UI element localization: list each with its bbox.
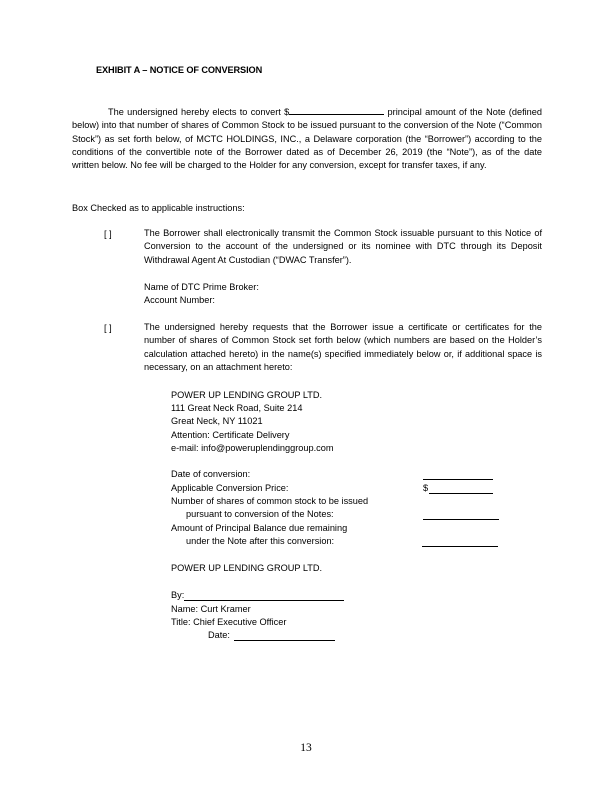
signature-date-label: Date: <box>208 630 230 640</box>
signature-company: POWER UP LENDING GROUP LTD. <box>171 563 323 573</box>
conversion-price-line[interactable] <box>429 492 493 494</box>
signer-title: Title: Chief Executive Officer <box>171 617 287 627</box>
account-number-label: Account Number: <box>144 295 215 305</box>
address-email: e-mail: info@poweruplendinggroup.com <box>171 442 334 453</box>
conversion-price-dollar: $ <box>423 483 429 493</box>
dwac-checkbox[interactable]: [ ] <box>104 229 112 239</box>
dwac-option-text: The Borrower shall electronically transmit the Common Stock issuable pursuant to this Notice of Conversion to the account of the undersigned or its nominee with DTC through its Deposit Withdrawal Agent At Custodian (“DWAC Transfer”). <box>144 228 542 265</box>
page-number: 13 <box>300 742 312 754</box>
certificate-option-text: The undersigned hereby requests that the Borrower issue a certificate or certificates for the number of shares of Common Stock set forth below (which numbers are based on the Holder’s calculation attached hereto) in the name(s) specified immediately below or, if additional space is necessary, on an attachment hereto: <box>144 322 542 372</box>
date-of-conversion-label: Date of conversion: <box>171 469 251 479</box>
signature-line[interactable] <box>184 599 344 601</box>
address-attention: Attention: Certificate Delivery <box>171 429 290 440</box>
shares-label-line1: Number of shares of common stock to be issued <box>171 496 369 506</box>
principal-line[interactable] <box>422 545 498 547</box>
address-street: 111 Great Neck Road, Suite 214 <box>171 403 303 414</box>
intro-part2: principal amount of the Note (defined below) into that number of shares of Common Stock to be issued pursuant to the conversion of the Note (“Common Stock”) as set forth below, of MCTC HOLDINGS, INC., a Delaware corporation (the “Borrower”) according to the conditions of the convertible note of the Borrower dated as of December 26, 2019 (the “Note”), as of the date written below. No fee will be charged to the Holder for any conversion, except for transfer taxes, if any. <box>72 107 542 171</box>
box-heading: Box Checked as to applicable instructions: <box>72 203 245 213</box>
principal-label-line1: Amount of Principal Balance due remaining <box>171 523 348 533</box>
signature-date-line[interactable] <box>234 639 335 641</box>
intro-part1: The undersigned hereby elects to convert $ <box>108 107 290 117</box>
principal-amount-blank[interactable] <box>289 105 384 115</box>
address-city: Great Neck, NY 11021 <box>171 416 263 427</box>
conversion-paragraph <box>72 105 542 172</box>
by-label: By: <box>171 590 185 600</box>
date-of-conversion-line[interactable] <box>423 478 493 480</box>
shares-line[interactable] <box>423 518 499 520</box>
exhibit-title: EXHIBIT A – NOTICE OF CONVERSION <box>96 65 263 75</box>
delivery-address <box>171 389 334 455</box>
certificate-checkbox[interactable]: [ ] <box>104 323 112 333</box>
dtc-prime-broker-label: Name of DTC Prime Broker: <box>144 282 259 292</box>
address-company: POWER UP LENDING GROUP LTD. <box>171 390 323 400</box>
principal-label-line2: under the Note after this conversion: <box>186 536 335 546</box>
shares-label-line2: pursuant to conversion of the Notes: <box>186 509 334 519</box>
signer-name: Name: Curt Kramer <box>171 604 251 614</box>
conversion-price-label: Applicable Conversion Price: <box>171 483 289 493</box>
